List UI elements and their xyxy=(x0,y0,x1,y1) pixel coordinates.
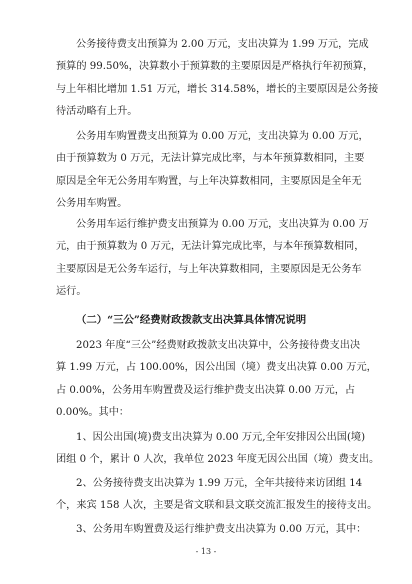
paragraph-vehicle-detail xyxy=(56,519,367,541)
text-line: 公务用车购置。 xyxy=(56,197,128,209)
text-line: 团组 0 个，累计 0 人次，我单位 2023 年度无因公出国（境）费支出。 xyxy=(56,454,380,466)
text-line: 元，由于预算数为 0 万元，无法计算完成比率，与本年预算数相同， xyxy=(56,241,365,253)
paragraph-overseas-travel xyxy=(56,427,380,472)
text-line: 公务用车运行维护费支出预算为 0.00 万元，支出决算为 0.00 万 xyxy=(76,219,369,230)
text-line: 公务用车购置费支出预算为 0.00 万元，支出决算为 0.00 万元， xyxy=(76,131,369,142)
text-line: 3、公务用车购置费及运行维护费支出决算为 0.00 万元，其中： xyxy=(76,524,367,535)
text-line: 运行。 xyxy=(56,285,87,297)
paragraph-three-public-summary xyxy=(56,335,377,424)
section-heading xyxy=(56,309,356,331)
text-line: 预算的 99.50%，决算数小于预算数的主要原因是严格执行年初预算， xyxy=(56,61,374,73)
page-number: - 13 - xyxy=(195,547,217,556)
text-line: 与上年相比增加 1.51 万元，增长 314.58%，增长的主要原因是公务接 xyxy=(56,83,379,95)
text-line: 待活动略有上升。 xyxy=(56,105,138,117)
paragraph-vehicle-operation xyxy=(56,214,369,303)
text-line: 2023 年度“三公”经费财政拨款支出决算中，公务接待费支出决 xyxy=(76,340,361,351)
text-line: 1、因公出国(境)费支出决算为 0.00 万元,全年安排因公出国(境) xyxy=(76,432,366,443)
paragraph-vehicle-purchase xyxy=(56,126,369,215)
text-line: 由于预算数为 0 万元，无法计算完成比率，与本年预算数相同，主要 xyxy=(56,153,365,165)
paragraph-reception-detail xyxy=(56,473,378,518)
text-line: 主要原因是无公务车运行，与上年决算数相同，主要原因是无公务车 xyxy=(56,263,362,275)
paragraph-reception-expense xyxy=(56,34,379,123)
text-line: 个，来宾 158 人次，主要是省文联和县文联交流汇报发生的接待支出。 xyxy=(56,500,378,512)
text-line: 2、公务接待费支出决算为 1.99 万元，全年共接待来访团组 14 xyxy=(76,478,363,489)
text-line: 占 0.00%，公务用车购置费及运行维护费支出决算 0.00 万元，占 xyxy=(56,384,356,396)
text-line: 原因是全年无公务用车购置，与上年决算数相同，主要原因是全年无 xyxy=(56,175,362,187)
text-line: 算 1.99 万元，占 100.00%，因公出国（境）费支出决算 0.00 万元， xyxy=(56,362,377,374)
text-line: 公务接待费支出预算为 2.00 万元，支出决算为 1.99 万元，完成 xyxy=(76,39,369,50)
text-line: 0.00%。其中： xyxy=(56,406,130,418)
heading-text: （二）“三公”经费财政拨款支出决算具体情况说明 xyxy=(76,314,307,326)
